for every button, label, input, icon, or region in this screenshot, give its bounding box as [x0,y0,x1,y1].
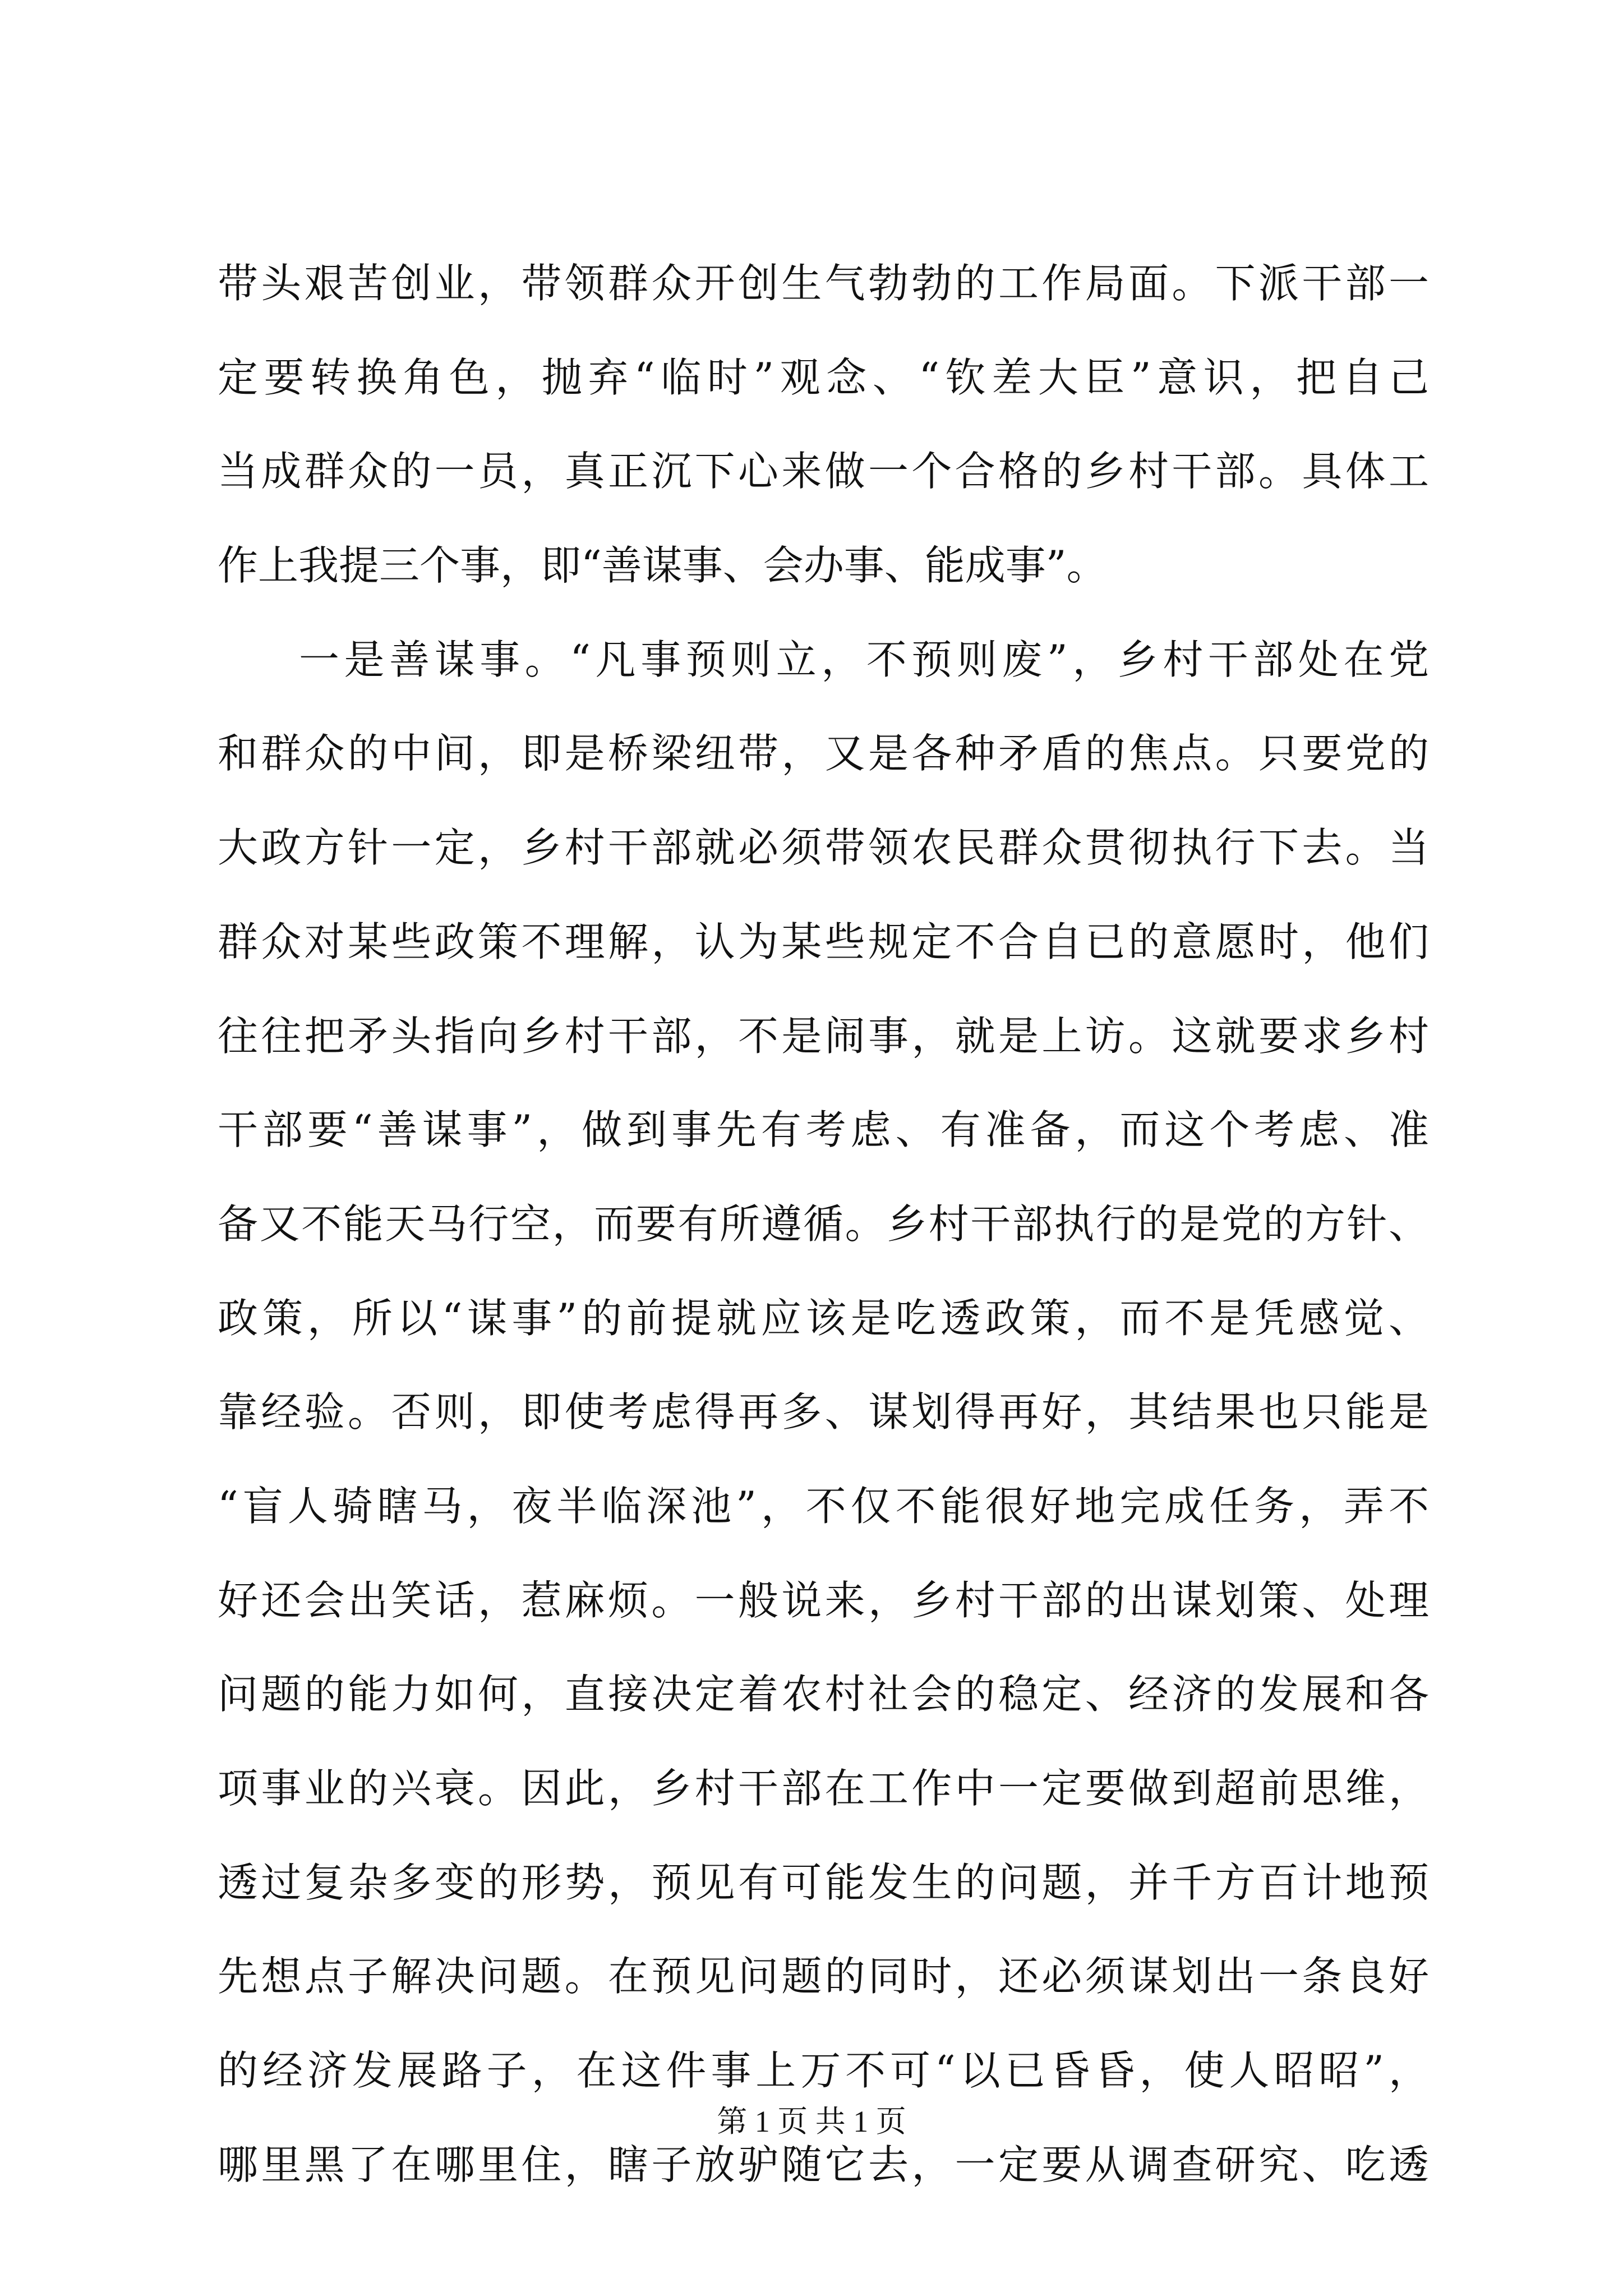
text-line: 一是善谋事。“凡事预则立，不预则废”，乡村干部处在党 [299,636,1429,683]
text-line: 先想点子解决问题。在预见问题的同时，还必须谋划出一条良好 [218,1953,1429,2000]
page-footer: 第 1 页 共 1 页 [717,2105,906,2138]
text-line: 问题的能力如何，直接决定着农村社会的稳定、经济的发展和各 [218,1671,1429,1718]
text-line: 项事业的兴衰。因此，乡村干部在工作中一定要做到超前思维， [218,1765,1429,1812]
text-line: 好还会出笑话，惹麻烦。一般说来，乡村干部的出谋划策、处理 [218,1576,1429,1624]
text-line: 作上我提三个事，即“善谋事、会办事、能成事”。 [218,542,1107,590]
body-text [218,261,1429,2236]
text-line: 带头艰苦创业，带领群众开创生气勃勃的工作局面。下派干部一 [218,260,1429,307]
text-line: 群众对某些政策不理解，认为某些规定不合自已的意愿时，他们 [218,918,1429,965]
text-line: 定要转换角色，抛弃“临时”观念、“钦差大臣”意识，把自己 [218,353,1429,401]
text-line: 靠经验。否则，即使考虑得再多、谋划得再好，其结果也只能是 [218,1388,1429,1436]
text-line: 政策，所以“谋事”的前提就应该是吃透政策，而不是凭感觉、 [218,1294,1429,1342]
text-line: 备又不能天马行空，而要有所遵循。乡村干部执行的是党的方针、 [218,1200,1429,1248]
text-line: 干部要“善谋事”，做到事先有考虑、有准备，而这个考虑、准 [218,1106,1429,1154]
text-line: 和群众的中间，即是桥梁纽带，又是各种矛盾的焦点。只要党的 [218,730,1429,777]
text-line: 当成群众的一员，真正沉下心来做一个合格的乡村干部。具体工 [218,448,1429,495]
text-line: 往往把矛头指向乡村干部，不是闹事，就是上访。这就要求乡村 [218,1012,1429,1060]
text-line: “盲人骑瞎马，夜半临深池”，不仅不能很好地完成任务，弄不 [218,1482,1429,1530]
text-line: 哪里黑了在哪里住，瞎子放驴随它去，一定要从调查研究、吃透 [218,2141,1429,2188]
text-line: 透过复杂多变的形势，预见有可能发生的问题，并千方百计地预 [218,1858,1429,1906]
text-line: 的经济发展路子，在这件事上万不可“以已昏昏，使人昭昭”， [218,2047,1429,2095]
text-line: 大政方针一定，乡村干部就必须带领农民群众贯彻执行下去。当 [218,824,1429,872]
